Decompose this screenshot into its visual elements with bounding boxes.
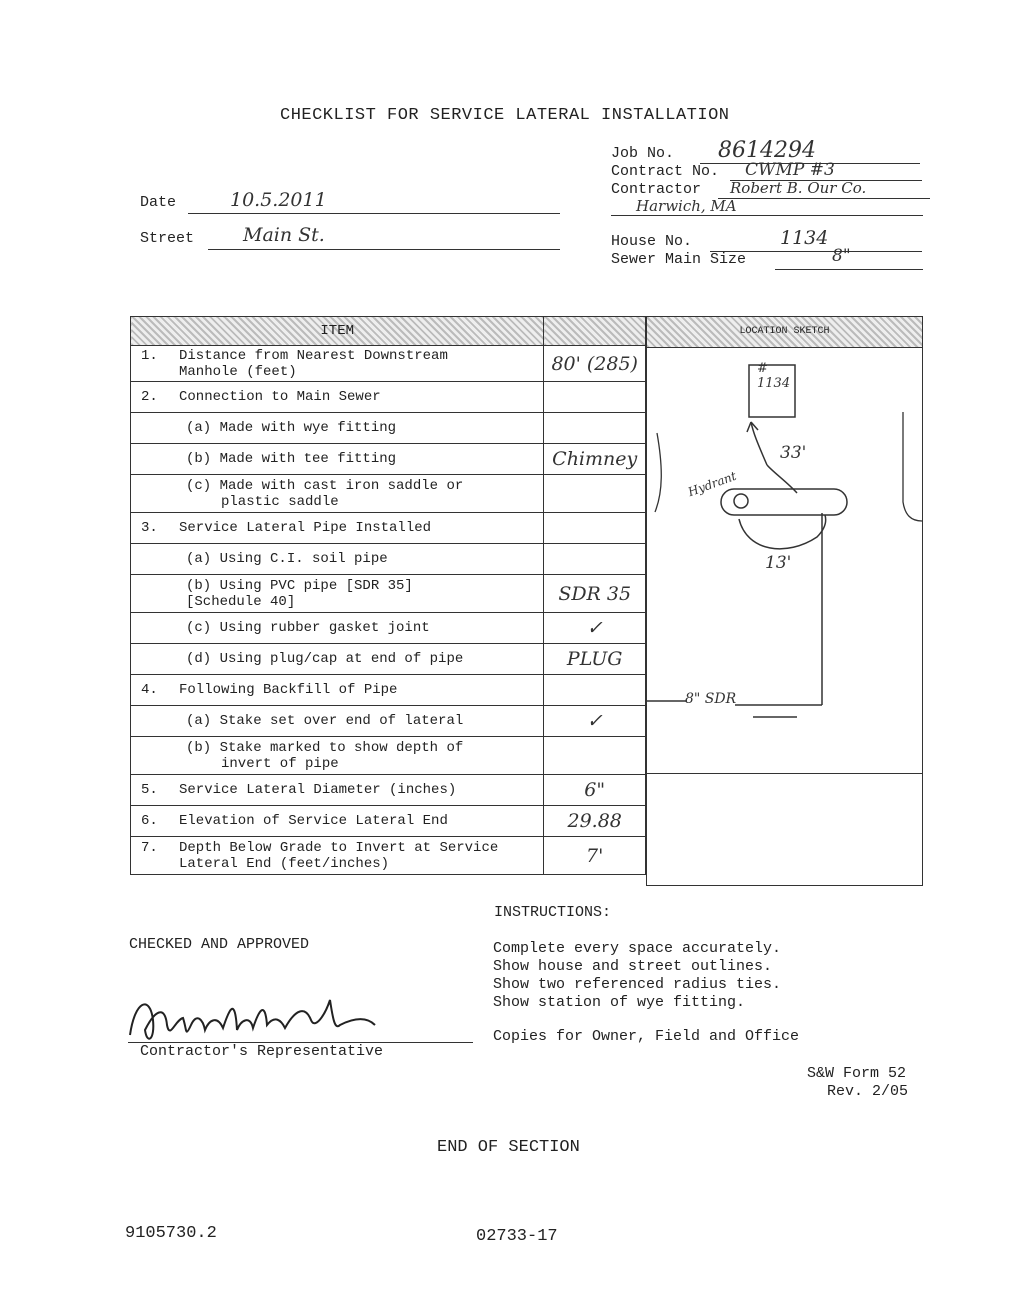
row-value [544, 382, 646, 413]
row-text: (d) Using plug/cap at end of pipe [186, 651, 464, 667]
row-text2: [Schedule 40] [186, 593, 296, 610]
contract-label: Contract No. [611, 163, 720, 180]
item-header: ITEM [131, 317, 544, 346]
contractor-value-2: Harwich, MA [636, 197, 737, 215]
row-text: Service Lateral Pipe Installed [179, 520, 432, 536]
street-edge-right [903, 412, 922, 521]
sketch-header: LOCATION SKETCH [647, 317, 922, 348]
row-value: 29.88 [544, 806, 646, 837]
sketch-drawing [647, 317, 922, 885]
date-value: 10.5.2011 [230, 189, 327, 211]
instruction-copies: Copies for Owner, Field and Office [493, 1028, 800, 1045]
row-text2: plastic saddle [221, 493, 339, 510]
form-rev: Rev. 2/05 [827, 1083, 909, 1100]
row-value [544, 513, 646, 544]
job-label: Job No. [611, 145, 675, 162]
row-text: Elevation of Service Lateral End [179, 813, 448, 829]
checklist-table [130, 316, 646, 875]
row-value [544, 675, 646, 706]
row-text2: Lateral End (feet/inches) [179, 855, 390, 872]
contractor-label: Contractor [611, 181, 702, 198]
row-value: 7' [544, 837, 646, 875]
street-value: Main St. [243, 224, 325, 246]
row-value [544, 544, 646, 575]
row-value: ✓ [544, 706, 646, 737]
sketch-house-label: # 1134 [757, 361, 791, 391]
form-number: S&W Form 52 [807, 1065, 907, 1082]
instruction-line: Show house and street outlines. [493, 958, 773, 975]
row-text: Depth Below Grade to Invert at Service [179, 839, 499, 856]
contractor-value-1: Robert B. Our Co. [730, 179, 867, 197]
date-label: Date [140, 194, 177, 211]
rep-label: Contractor's Representative [140, 1043, 384, 1060]
row-text2: Manhole (feet) [179, 363, 297, 380]
row-num: 7. [141, 839, 158, 856]
row-text: Service Lateral Diameter (inches) [179, 782, 457, 798]
row-text2: invert of pipe [221, 755, 339, 772]
row-value [544, 737, 646, 775]
location-sketch [646, 316, 923, 886]
end-of-section: END OF SECTION [437, 1138, 580, 1157]
row-num: 6. [141, 813, 158, 829]
row-text: (b) Using PVC pipe [SDR 35] [186, 577, 413, 594]
main-pipe [721, 489, 847, 515]
row-text: (a) Using C.I. soil pipe [186, 551, 388, 567]
instruction-line: Complete every space accurately. [493, 940, 782, 957]
row-value: ✓ [544, 613, 646, 644]
row-text: (c) Made with cast iron saddle or [186, 477, 464, 494]
instruction-line: Show station of wye fitting. [493, 994, 746, 1011]
street-edge-left [655, 433, 661, 512]
sketch-dist-33: 33' [780, 443, 807, 463]
row-text: (b) Stake marked to show depth of [186, 739, 464, 756]
sketch-pipe-label: 8" SDR [685, 691, 737, 707]
row-text: Connection to Main Sewer [179, 389, 381, 405]
row-text: Distance from Nearest Downstream [179, 347, 448, 364]
sketch-hydrant: Hydrant [686, 468, 739, 500]
row-num: 5. [141, 782, 158, 798]
row-value [544, 475, 646, 513]
tie-line-1 [751, 422, 767, 465]
tie-line-2 [739, 515, 826, 549]
row-num: 3. [141, 520, 158, 536]
row-text: (a) Stake set over end of lateral [186, 713, 464, 729]
hydrant-symbol [734, 494, 748, 508]
house-value: 1134 [780, 227, 829, 249]
row-num: 4. [141, 682, 158, 698]
instructions-heading: INSTRUCTIONS: [494, 904, 612, 921]
job-value: 8614294 [718, 138, 816, 163]
contract-value: CWMP #3 [745, 160, 835, 180]
form-title: CHECKLIST FOR SERVICE LATERAL INSTALLATION [280, 106, 730, 125]
row-value: PLUG [544, 644, 646, 675]
footer-center: 02733-17 [476, 1227, 558, 1246]
row-value: Chimney [544, 444, 646, 475]
row-value: 80' (285) [544, 346, 646, 382]
instruction-line: Show two referenced radius ties. [493, 976, 782, 993]
row-text: (b) Made with tee fitting [186, 451, 397, 467]
row-value: SDR 35 [544, 575, 646, 613]
house-label: House No. [611, 233, 693, 250]
row-text: (a) Made with wye fitting [186, 420, 397, 436]
footer-left: 9105730.2 [125, 1224, 217, 1243]
row-num: 2. [141, 389, 158, 405]
row-value: 6" [544, 775, 646, 806]
row-text: Following Backfill of Pipe [179, 682, 398, 698]
row-value [544, 413, 646, 444]
row-num: 1. [141, 347, 158, 364]
sewer-label: Sewer Main Size [611, 251, 747, 268]
row-text: (c) Using rubber gasket joint [186, 620, 430, 636]
approval-label: CHECKED AND APPROVED [129, 936, 310, 953]
street-label: Street [140, 230, 195, 247]
sketch-dist-13: 13' [765, 553, 792, 573]
sewer-value: 8" [832, 246, 851, 266]
